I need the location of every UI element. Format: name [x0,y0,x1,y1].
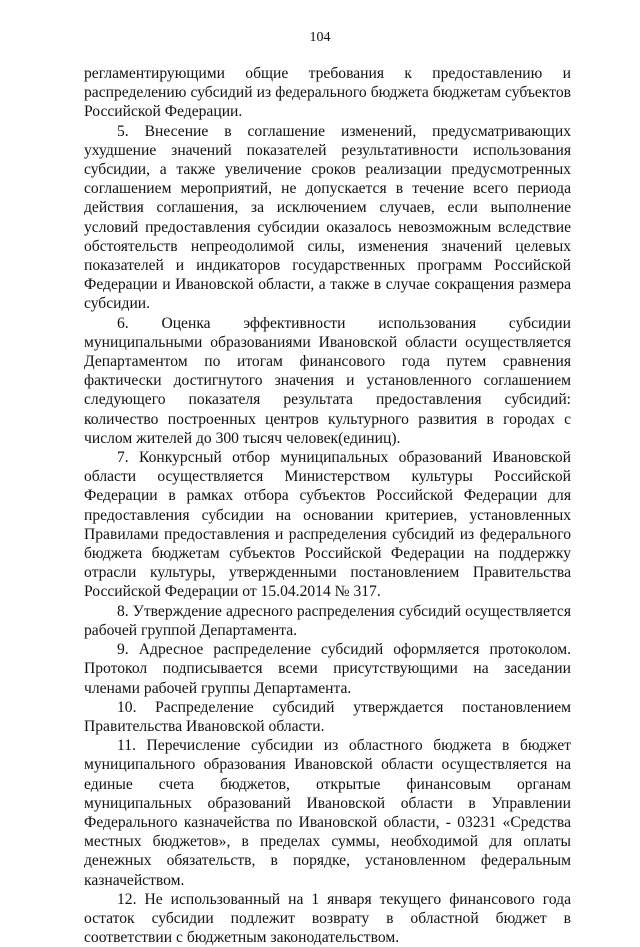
paragraph-6: 6. Оценка эффективности использования субсидии муниципальными образованиями Ивановской области осуществляется Департаментом по итогам финансового года путем сравнения фактически достигнутого значения и установленного соглашением следующего показателя результата предоставления субсидий: количество построенных центров культурного развития в городах с числом жителей до 300 тысяч человек(единиц). [84,314,571,447]
paragraph-11: 11. Перечисление субсидии из областного бюджета в бюджет муниципального образования Ивановской области осуществляется на единые счета бюджетов, открытые финансовым органам муниципальных образований Ивановской области в Управлении Федерального казначейства по Ивановской области, - 03231 «Средства местных бюджетов», в пределах суммы, необходимой для оплаты денежных обязательств, в порядке, установленном федеральным казначейством. [84,737,571,889]
paragraph-10: 10. Распределение субсидий утверждается постановлением Правительства Ивановской области. [84,698,571,735]
paragraph-8: 8. Утверждение адресного распределения субсидий осуществляется рабочей группой Департамента. [84,602,571,639]
paragraph-7: 7. Конкурсный отбор муниципальных образований Ивановской области осуществляется Министерством культуры Российской Федерации в рамках отбора субъектов Российской Федерации для предоставления субсидии на основании критериев, установленных Правилами предоставления и распределения субсидий из федерального бюджета бюджетам субъектов Российской Федерации на поддержку отрасли культуры, утвержденными постановлением Правительства Российской Федерации от 15.04.2014 № 317. [84,449,571,601]
paragraph-9: 9. Адресное распределение субсидий оформляется протоколом. Протокол подписывается всеми присутствующими на заседании членами рабочей группы Департамента. [84,641,571,697]
paragraph-5: 5. Внесение в соглашение изменений, предусматривающих ухудшение значений показателей результативности использования субсидии, а также увеличение сроков реализации предусмотренных соглашением мероприятий, не допускается в течение всего периода действия соглашения, за исключением случаев, если выполнение условий предоставления субсидии оказалось невозможным вследствие обстоятельств непреодолимой силы, изменения значений целевых показателей и индикаторов государственных программ Российской Федерации и Ивановской области, а также в случае сокращения размера субсидии. [84,122,571,313]
paragraph-12: 12. Не использованный на 1 января текущего финансового года остаток субсидии подлежит возврату в областной бюджет в соответствии с бюджетным законодательством. [84,890,571,947]
document-body [84,64,571,947]
page-number: 104 [309,30,331,45]
paragraph-continuation: регламентирующими общие требования к предоставлению и распределению субсидий из федерального бюджета бюджетам субъектов Российской Федерации. [84,65,571,121]
